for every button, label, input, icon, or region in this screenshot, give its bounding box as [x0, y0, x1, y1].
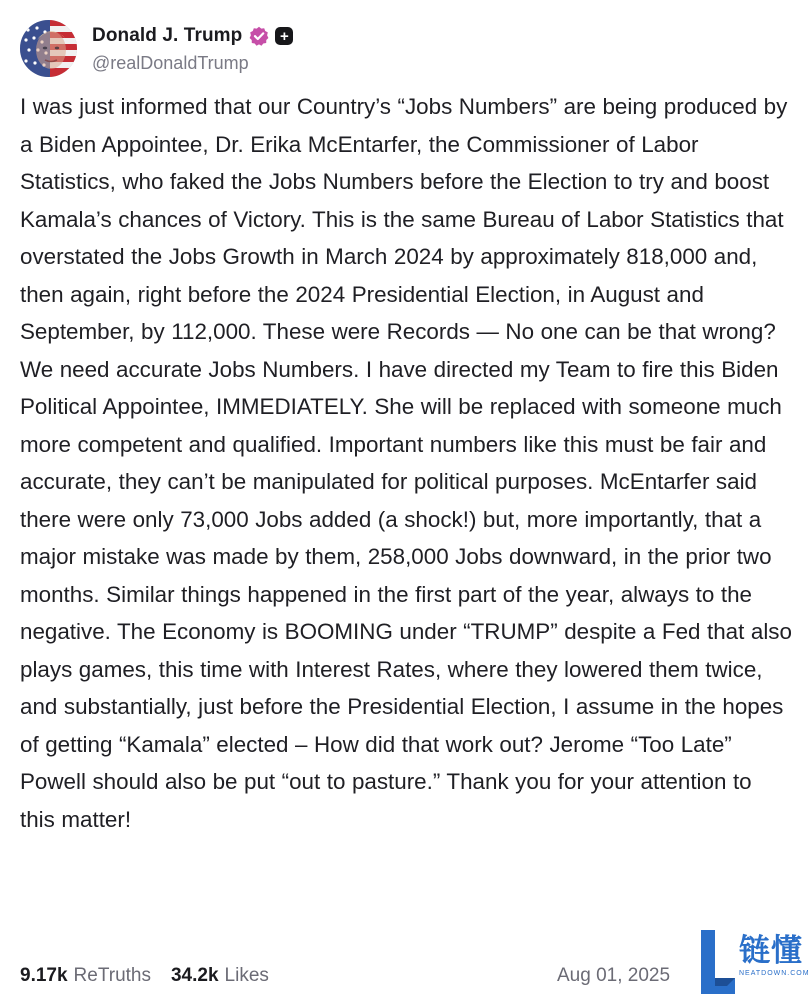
plus-badge-icon: +	[275, 27, 293, 45]
post-timestamp[interactable]: Aug 01, 2025	[557, 965, 671, 986]
display-name[interactable]: Donald J. Trump	[92, 25, 243, 46]
avatar[interactable]	[20, 20, 77, 77]
likes-label[interactable]: Likes	[224, 965, 269, 986]
author-identity	[92, 22, 293, 74]
post-header	[20, 18, 293, 78]
watermark-text	[739, 934, 810, 977]
author-handle[interactable]: @realDonaldTrump	[92, 53, 249, 73]
retruths-label[interactable]: ReTruths	[73, 965, 151, 986]
name-row	[92, 22, 293, 50]
watermark-cn-text: 链懂	[739, 933, 803, 968]
verified-check-icon	[249, 26, 269, 46]
watermark	[697, 928, 810, 997]
watermark-en-text: NEATDOWN.COM	[739, 970, 810, 977]
likes-count[interactable]: 34.2k	[170, 965, 219, 986]
avatar-flag-portrait-icon	[20, 20, 77, 77]
watermark-logo-icon	[697, 928, 737, 996]
retruths-count[interactable]: 9.17k	[20, 965, 68, 986]
post-body-text: I was just informed that our Country’s “Jobs Numbers” are being produced by a Biden Appointee, Dr. Erika McEntarfer, the Commissioner of Labor Statistics, who faked the Jobs Numbers before the Election to try and boost Kamala’s chances of Victory. This is the same Bureau of Labor Statistics that overstated the Jobs Growth in March 2024 by approximately 818,000 and, then again, right before the 2024 Presidential Election, in August and September, by 112,000. These were Records — No one can be that wrong? We need accurate Jobs Numbers. I have directed my Team to fire this Biden Political Appointee, IMMEDIATELY. She will be replaced with someone much more competent and qualified. Important numbers like this must be fair and accurate, they can’t be manipulated for political purposes. McEntarfer said there were only 73,000 Jobs added (a shock!) but, more importantly, that a major mistake was made by them, 258,000 Jobs downward, in the prior two months. Similar things happened in the first part of the year, always to the negative. The Economy is BOOMING under “TRUMP” despite a Fed that also plays games, this time with Interest Rates, where they lowered them twice, and substantially, just before the Presidential Election, I assume in the hopes of getting “Kamala” elected – How did that work out? Jerome “Too Late” Powell should also be put “out to pasture.” Thank you for your attention to this matter!	[20, 94, 792, 832]
